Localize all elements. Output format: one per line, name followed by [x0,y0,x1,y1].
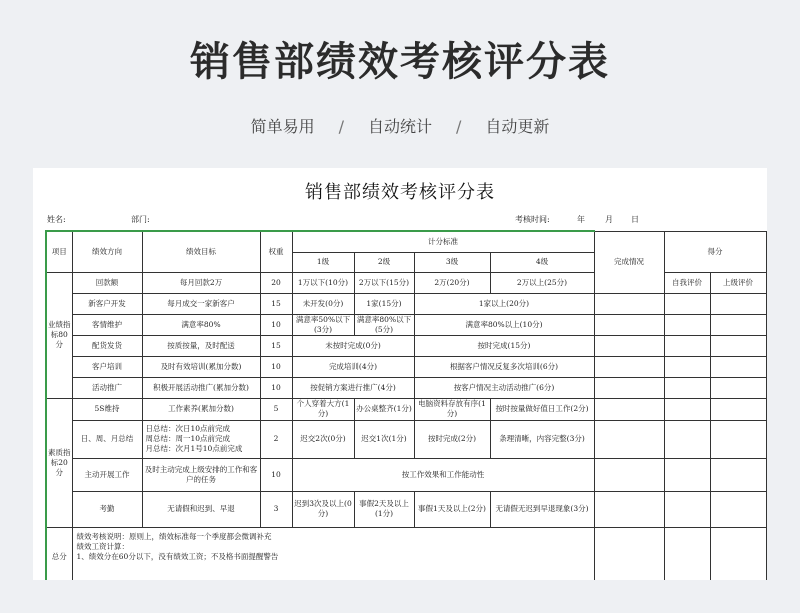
cell-superior-score[interactable] [710,491,766,527]
cell-target: 满意率80% [142,314,260,335]
cell-superior-score[interactable] [710,356,766,377]
cell-level-4: 2万以上(25分) [490,272,594,293]
separator: / [456,117,462,136]
cell-level-3-4: 根据客户情况反复多次培训(6分) [414,356,594,377]
month-label: 月 [605,215,613,224]
cell-level-1-2: 未按时完成(0分) [292,335,414,356]
notes [72,527,594,580]
hero-title: 销售部绩效考核评分表 [190,39,610,85]
cell-level-1: 个人穿着大方(1分) [292,398,354,420]
cell-target: 按质按量，及时配送 [142,335,260,356]
cell-self-score[interactable] [664,356,710,377]
cell-self-score[interactable] [664,314,710,335]
day-label: 日 [631,215,639,224]
cell-self-score[interactable] [664,491,710,527]
cell-direction: 回款额 [72,272,142,293]
cell-self-score[interactable] [664,420,710,458]
cell-level-2: 办公桌整齐(1分) [354,398,414,420]
group-quality: 素质指标20分 [46,398,72,527]
cell-weight: 5 [260,398,292,420]
cell-status[interactable] [594,491,664,527]
header-weight: 权重 [260,231,292,272]
cell-total-self[interactable] [664,527,710,580]
cell-level-2: 迟交1次(1分) [354,420,414,458]
cell-level-2: 1家(15分) [354,293,414,314]
cell-direction: 考勤 [72,491,142,527]
cell-total-superior[interactable] [710,527,766,580]
cell-target: 日总结：次日10点前完成 周总结：周一10点前完成 月总结：次月1号10点前完成 [142,420,260,458]
cell-self-score[interactable] [664,458,710,491]
cell-level-3-4: 按时完成(15分) [414,335,594,356]
cell-direction: 主动开展工作 [72,458,142,491]
feature-auto-update: 自动更新 [485,117,550,136]
feature-easy: 简单易用 [250,117,315,136]
header-item: 项目 [46,231,72,272]
cell-level-2: 事假2天及以上(1分) [354,491,414,527]
cell-superior-score[interactable] [710,420,766,458]
cell-self-score[interactable] [664,377,710,398]
cell-self-score[interactable] [664,293,710,314]
cell-direction: 5S维持 [72,398,142,420]
year-label: 年 [577,215,585,224]
cell-target: 积极开展活动推广(累加分数) [142,377,260,398]
header-target: 绩效目标 [142,231,260,272]
cell-status[interactable] [594,314,664,335]
cell-direction: 新客户开发 [72,293,142,314]
name-label: 姓名: [47,215,66,224]
cell-level-1: 未开发(0分) [292,293,354,314]
cell-target: 及时主动完成上级安排的工作和客户的任务 [142,458,260,491]
cell-superior-score[interactable] [710,398,766,420]
header-level-4: 4级 [490,252,594,272]
cell-level-4: 无请假无迟到早退现象(3分) [490,491,594,527]
header-self-eval: 自我评价 [664,272,710,293]
cell-superior-score[interactable] [710,293,766,314]
cell-self-score[interactable] [664,398,710,420]
cell-weight: 10 [260,314,292,335]
cell-level-3-4: 满意率80%以上(10分) [414,314,594,335]
cell-target: 工作素养(累加分数) [142,398,260,420]
cell-level-3: 事假1天及以上(2分) [414,491,490,527]
group-performance: 业绩指标80分 [46,272,72,398]
cell-direction: 客户培训 [72,356,142,377]
cell-target: 每月成交一家新客户 [142,293,260,314]
cell-status[interactable] [594,420,664,458]
cell-level-2: 满意率80%以下(5分) [354,314,414,335]
header-level-3: 3级 [414,252,490,272]
hero-subtitle [0,114,800,137]
cell-total-status[interactable] [594,527,664,580]
cell-status[interactable] [594,335,664,356]
group-total: 总分 [46,527,72,580]
cell-level-all: 按工作效果和工作能动性 [292,458,594,491]
cell-level-3-4: 按客户情况主动活动推广(6分) [414,377,594,398]
header-level-1: 1级 [292,252,354,272]
cell-superior-score[interactable] [710,377,766,398]
feature-auto-stats: 自动统计 [367,117,432,136]
time-label: 考核时间: [515,215,550,224]
cell-direction: 日、周、月总结 [72,420,142,458]
cell-level-1: 迟交2次(0分) [292,420,354,458]
header-direction: 绩效方向 [72,231,142,272]
cell-status[interactable] [594,398,664,420]
cell-level-3: 电脑资料存放有序(1分) [414,398,490,420]
header-status: 完成情况 [594,231,664,293]
spreadsheet-preview [33,168,767,580]
cell-weight: 15 [260,293,292,314]
cell-target: 无请假和迟到、早退 [142,491,260,527]
cell-direction: 活动推广 [72,377,142,398]
cell-target: 每月回款2万 [142,272,260,293]
header-superior-eval: 上级评价 [710,272,766,293]
cell-level-2: 2万以下(15分) [354,272,414,293]
cell-level-3-4: 1家以上(20分) [414,293,594,314]
cell-level-1: 满意率50%以下(3分) [292,314,354,335]
note-line: 绩效考核说明：原则上，绩效标准每一个季度都会微调补充 [76,531,272,541]
cell-weight: 10 [260,377,292,398]
cell-level-3: 按时完成(2分) [414,420,490,458]
cell-weight: 3 [260,491,292,527]
cell-status[interactable] [594,356,664,377]
header-level-2: 2级 [354,252,414,272]
cell-level-1: 1万以下(10分) [292,272,354,293]
cell-status[interactable] [594,458,664,491]
cell-weight: 20 [260,272,292,293]
cell-superior-score[interactable] [710,314,766,335]
cell-target: 及时有效培训(累加分数) [142,356,260,377]
note-line: 绩效工资计算： [76,541,129,551]
kpi-table [45,230,767,580]
cell-weight: 2 [260,420,292,458]
header-standard: 计分标准 [292,231,594,252]
sheet-title: 销售部绩效考核评分表 [305,182,495,203]
separator: / [338,117,344,136]
cell-level-4: 条理清晰，内容完整(3分) [490,420,594,458]
cell-status[interactable] [594,293,664,314]
cell-level-1: 迟到3次及以上(0分) [292,491,354,527]
cell-weight: 10 [260,458,292,491]
cell-self-score[interactable] [664,335,710,356]
note-line: 1、绩效分在60分以下，没有绩效工资；不及格书面提醒警告 [76,551,279,561]
cell-superior-score[interactable] [710,335,766,356]
cell-direction: 客情维护 [72,314,142,335]
dept-label: 部门: [131,215,150,224]
cell-status[interactable] [594,377,664,398]
header-score: 得分 [664,231,766,272]
cell-weight: 10 [260,356,292,377]
cell-level-3: 2万(20分) [414,272,490,293]
cell-level-1-2: 按促销方案进行推广(4分) [292,377,414,398]
cell-weight: 15 [260,335,292,356]
cell-superior-score[interactable] [710,458,766,491]
cell-level-1-2: 完成培训(4分) [292,356,414,377]
cell-direction: 配货发货 [72,335,142,356]
cell-level-4: 按时按量做好值日工作(2分) [490,398,594,420]
